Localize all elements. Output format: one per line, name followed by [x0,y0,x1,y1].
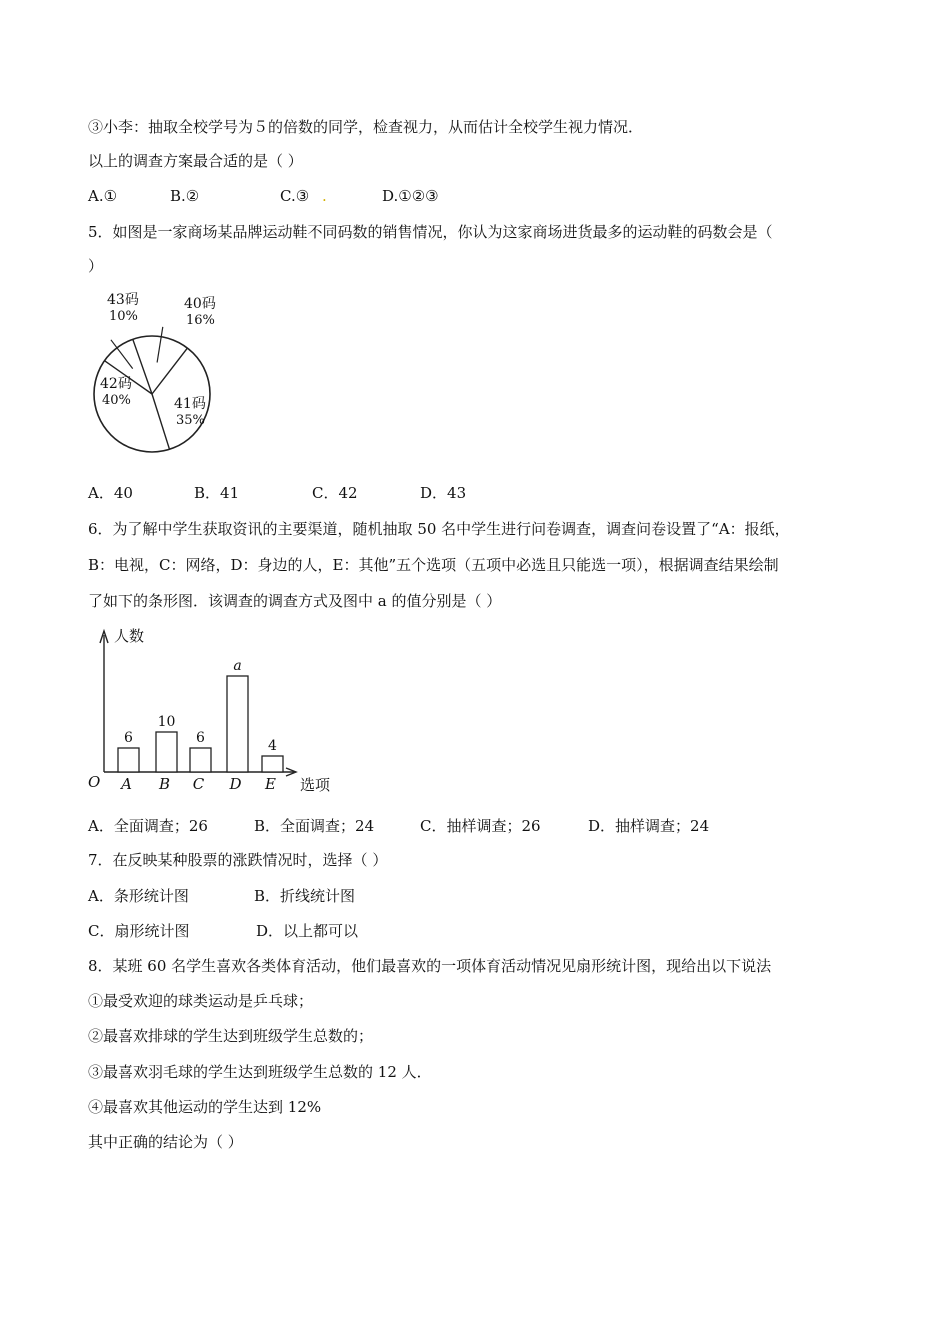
pie-chart [88,290,228,490]
q7-option-c[interactable]: C．扇形统计图 [88,922,190,940]
pie-slice-boundary [133,339,152,394]
stray-dot: . [322,187,327,205]
q6-option-a[interactable]: A．全面调查；26 [88,817,208,835]
q8-statement-3: ③最喜欢羽毛球的学生达到班级学生总数的 12 人． [88,1063,432,1081]
bar-value-label: 4 [268,738,277,754]
q4-option-c[interactable]: C.③ [280,187,310,205]
q7-question: 7．在反映某种股票的涨跌情况时，选择（ ） [88,851,388,869]
q6-question-line1: 6．为了解中学生获取资讯的主要渠道，随机抽取 50 名中学生进行问卷调查，调查问卷设置了“A：报纸， [88,520,790,538]
bar-A [118,748,139,772]
bar-value-label: 10 [157,714,176,730]
pie-slice-percent: 40% [102,393,131,408]
pie-slice-percent: 35% [176,413,205,428]
x-axis-label: 选项 [300,776,331,794]
pie-leader-line [157,327,163,363]
q7-options-row1 [88,886,588,906]
q5-question-line2: ） [88,257,104,275]
q8-statement-2: ②最喜欢排球的学生达到班级学生总数的； [88,1027,374,1045]
pie-slice-label: 40码 [184,296,216,312]
q6-question-line2: B：电视，C：网络，D：身边的人，E：其他”五个选项（五项中必选且只能选一项），根据调查结果绘制 [88,556,779,574]
q6-option-b[interactable]: B．全面调查；24 [254,817,375,835]
q4-options [88,186,688,206]
q4-option-d[interactable]: D.①②③ [382,187,439,205]
bar-value-label: 6 [124,730,133,746]
q8-statement-4: ④最喜欢其他运动的学生达到 12% [88,1098,322,1116]
bar-category-label: B [158,775,171,793]
q5-option-d[interactable]: D．43 [420,484,467,502]
q7-option-b[interactable]: B．折线统计图 [254,887,356,905]
q5-options [88,483,688,503]
origin-label: O [88,773,101,791]
q5-option-c[interactable]: C．42 [312,484,358,502]
y-axis-label: 人数 [114,627,145,645]
bar-value-label: 6 [196,730,205,746]
pie-slice-label: 43码 [107,292,139,308]
q5-option-a[interactable]: A．40 [88,484,133,502]
q4-item-3: ③小李：抽取全校学号为５的倍数的同学，检查视力，从而估计全校学生视力情况． [88,118,644,136]
bar-C [190,748,211,772]
q8-statement-1: ①最受欢迎的球类运动是乒乓球； [88,992,314,1010]
bar-category-label: C [192,775,205,793]
q6-options [88,816,788,836]
q7-option-a[interactable]: A．条形统计图 [88,887,189,905]
q7-option-d[interactable]: D．以上都可以 [256,922,359,940]
pie-slice-percent: 16% [186,313,215,328]
q4-question: 以上的调查方案最合适的是（ ） [88,152,303,170]
q4-option-a[interactable]: A.① [88,187,118,205]
pie-slice-label: 41码 [174,396,206,412]
bar-value-label: a [233,658,242,674]
q6-question-line3: 了如下的条形图．该调查的调查方式及图中 a 的值分别是（ ） [88,592,502,610]
q7-options-row2 [88,921,588,941]
pie-slice-boundary [152,348,187,394]
q8-question: 8．某班 60 名学生喜欢各类体育活动，他们最喜欢的一项体育活动情况见扇形统计图，现给出以下说法 [88,957,772,975]
bar-D [227,676,248,772]
pie-slice-percent: 10% [109,309,138,324]
q6-option-c[interactable]: C．抽样调查；26 [420,817,541,835]
q6-option-d[interactable]: D．抽样调查；24 [588,817,710,835]
q8-conclusion: 其中正确的结论为（ ） [88,1133,243,1151]
pie-slice-boundary [152,394,170,449]
bar-category-label: A [121,775,132,793]
bar-category-label: E [265,775,276,793]
q4-option-b[interactable]: B.② [170,187,200,205]
pie-slice-label: 42码 [100,376,132,392]
q5-question-line1: 5．如图是一家商场某品牌运动鞋不同码数的销售情况，你认为这家商场进货最多的运动鞋的码数会是（ [88,223,773,241]
bar-E [262,756,283,772]
bar-chart [80,625,350,800]
q5-option-b[interactable]: B．41 [194,484,240,502]
bar-category-label: D [229,775,242,793]
bar-B [156,732,177,772]
